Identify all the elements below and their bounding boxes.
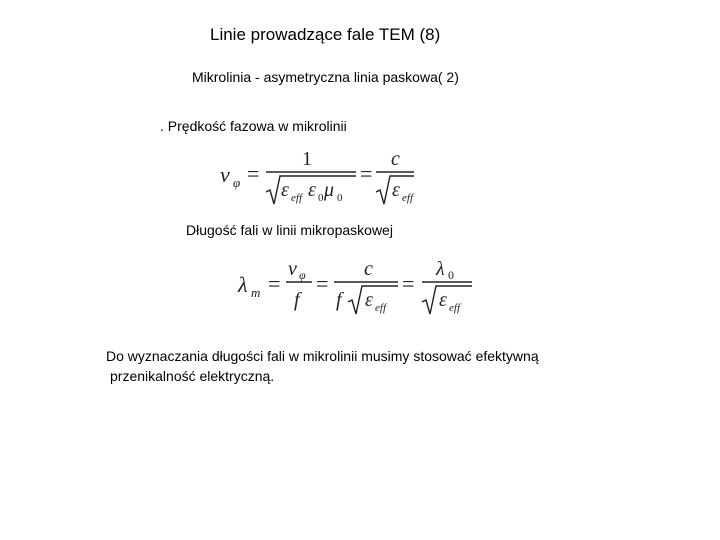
- formula2-eps2: ε: [439, 289, 447, 311]
- formula2-num2: c: [364, 258, 373, 280]
- svg-text:=: =: [268, 271, 281, 296]
- svg-text:=: =: [316, 271, 329, 296]
- formula2-num3: λ: [436, 258, 445, 280]
- formula1-eps0: ε: [308, 179, 316, 201]
- note-paragraph: [106, 346, 539, 386]
- svg-text:=: =: [247, 161, 260, 186]
- phase-velocity-heading: . Prędkość fazowa w mikrolinii: [160, 118, 347, 134]
- formula2-num1: v: [288, 258, 297, 280]
- formula1-eff2: eff: [402, 192, 413, 204]
- formula1-num2: c: [391, 148, 400, 170]
- formula1-lhs-sub: φ: [233, 175, 241, 190]
- formula1-eps0-sub: 0: [318, 192, 324, 204]
- formula1-eps2: ε: [392, 179, 400, 201]
- formula1-lhs: v: [220, 162, 230, 187]
- formula2-eps: ε: [365, 289, 373, 311]
- formula2-den2-f: f: [336, 289, 342, 311]
- note-line-1: Do wyznaczania długości fali w mikrolinii musimy stosować efektywną: [106, 348, 539, 364]
- formula2-eff: eff: [375, 302, 386, 314]
- formula1-eps: ε: [281, 179, 289, 201]
- formula1-num1: 1: [302, 148, 312, 170]
- formula2-lhs-sub: m: [251, 285, 261, 300]
- formula1-eff: eff: [291, 192, 302, 204]
- slide-subtitle: Mikrolinia - asymetryczna linia paskowa( 2): [192, 69, 459, 85]
- sqrt-sign-3: [348, 286, 398, 314]
- phase-velocity-formula: [216, 146, 416, 210]
- sqrt-sign-4: [422, 286, 472, 314]
- svg-text:=: =: [402, 271, 415, 296]
- formula1-mu: μ: [324, 179, 335, 201]
- slide-title: Linie prowadzące fale TEM (8): [210, 25, 441, 44]
- formula2-num3-sub: 0: [448, 268, 454, 282]
- wavelength-formula: [236, 256, 476, 320]
- note-line-2: przenikalność elektryczną.: [110, 368, 275, 384]
- wavelength-heading: Długość fali w linii mikropaskowej: [186, 222, 393, 238]
- formula2-num1-sub: φ: [299, 268, 306, 282]
- svg-text:=: =: [360, 161, 373, 186]
- formula2-lhs: λ: [238, 272, 248, 297]
- formula2-eff2: eff: [449, 302, 460, 314]
- formula1-mu-sub: 0: [337, 192, 343, 204]
- formula2-den1: f: [294, 289, 300, 311]
